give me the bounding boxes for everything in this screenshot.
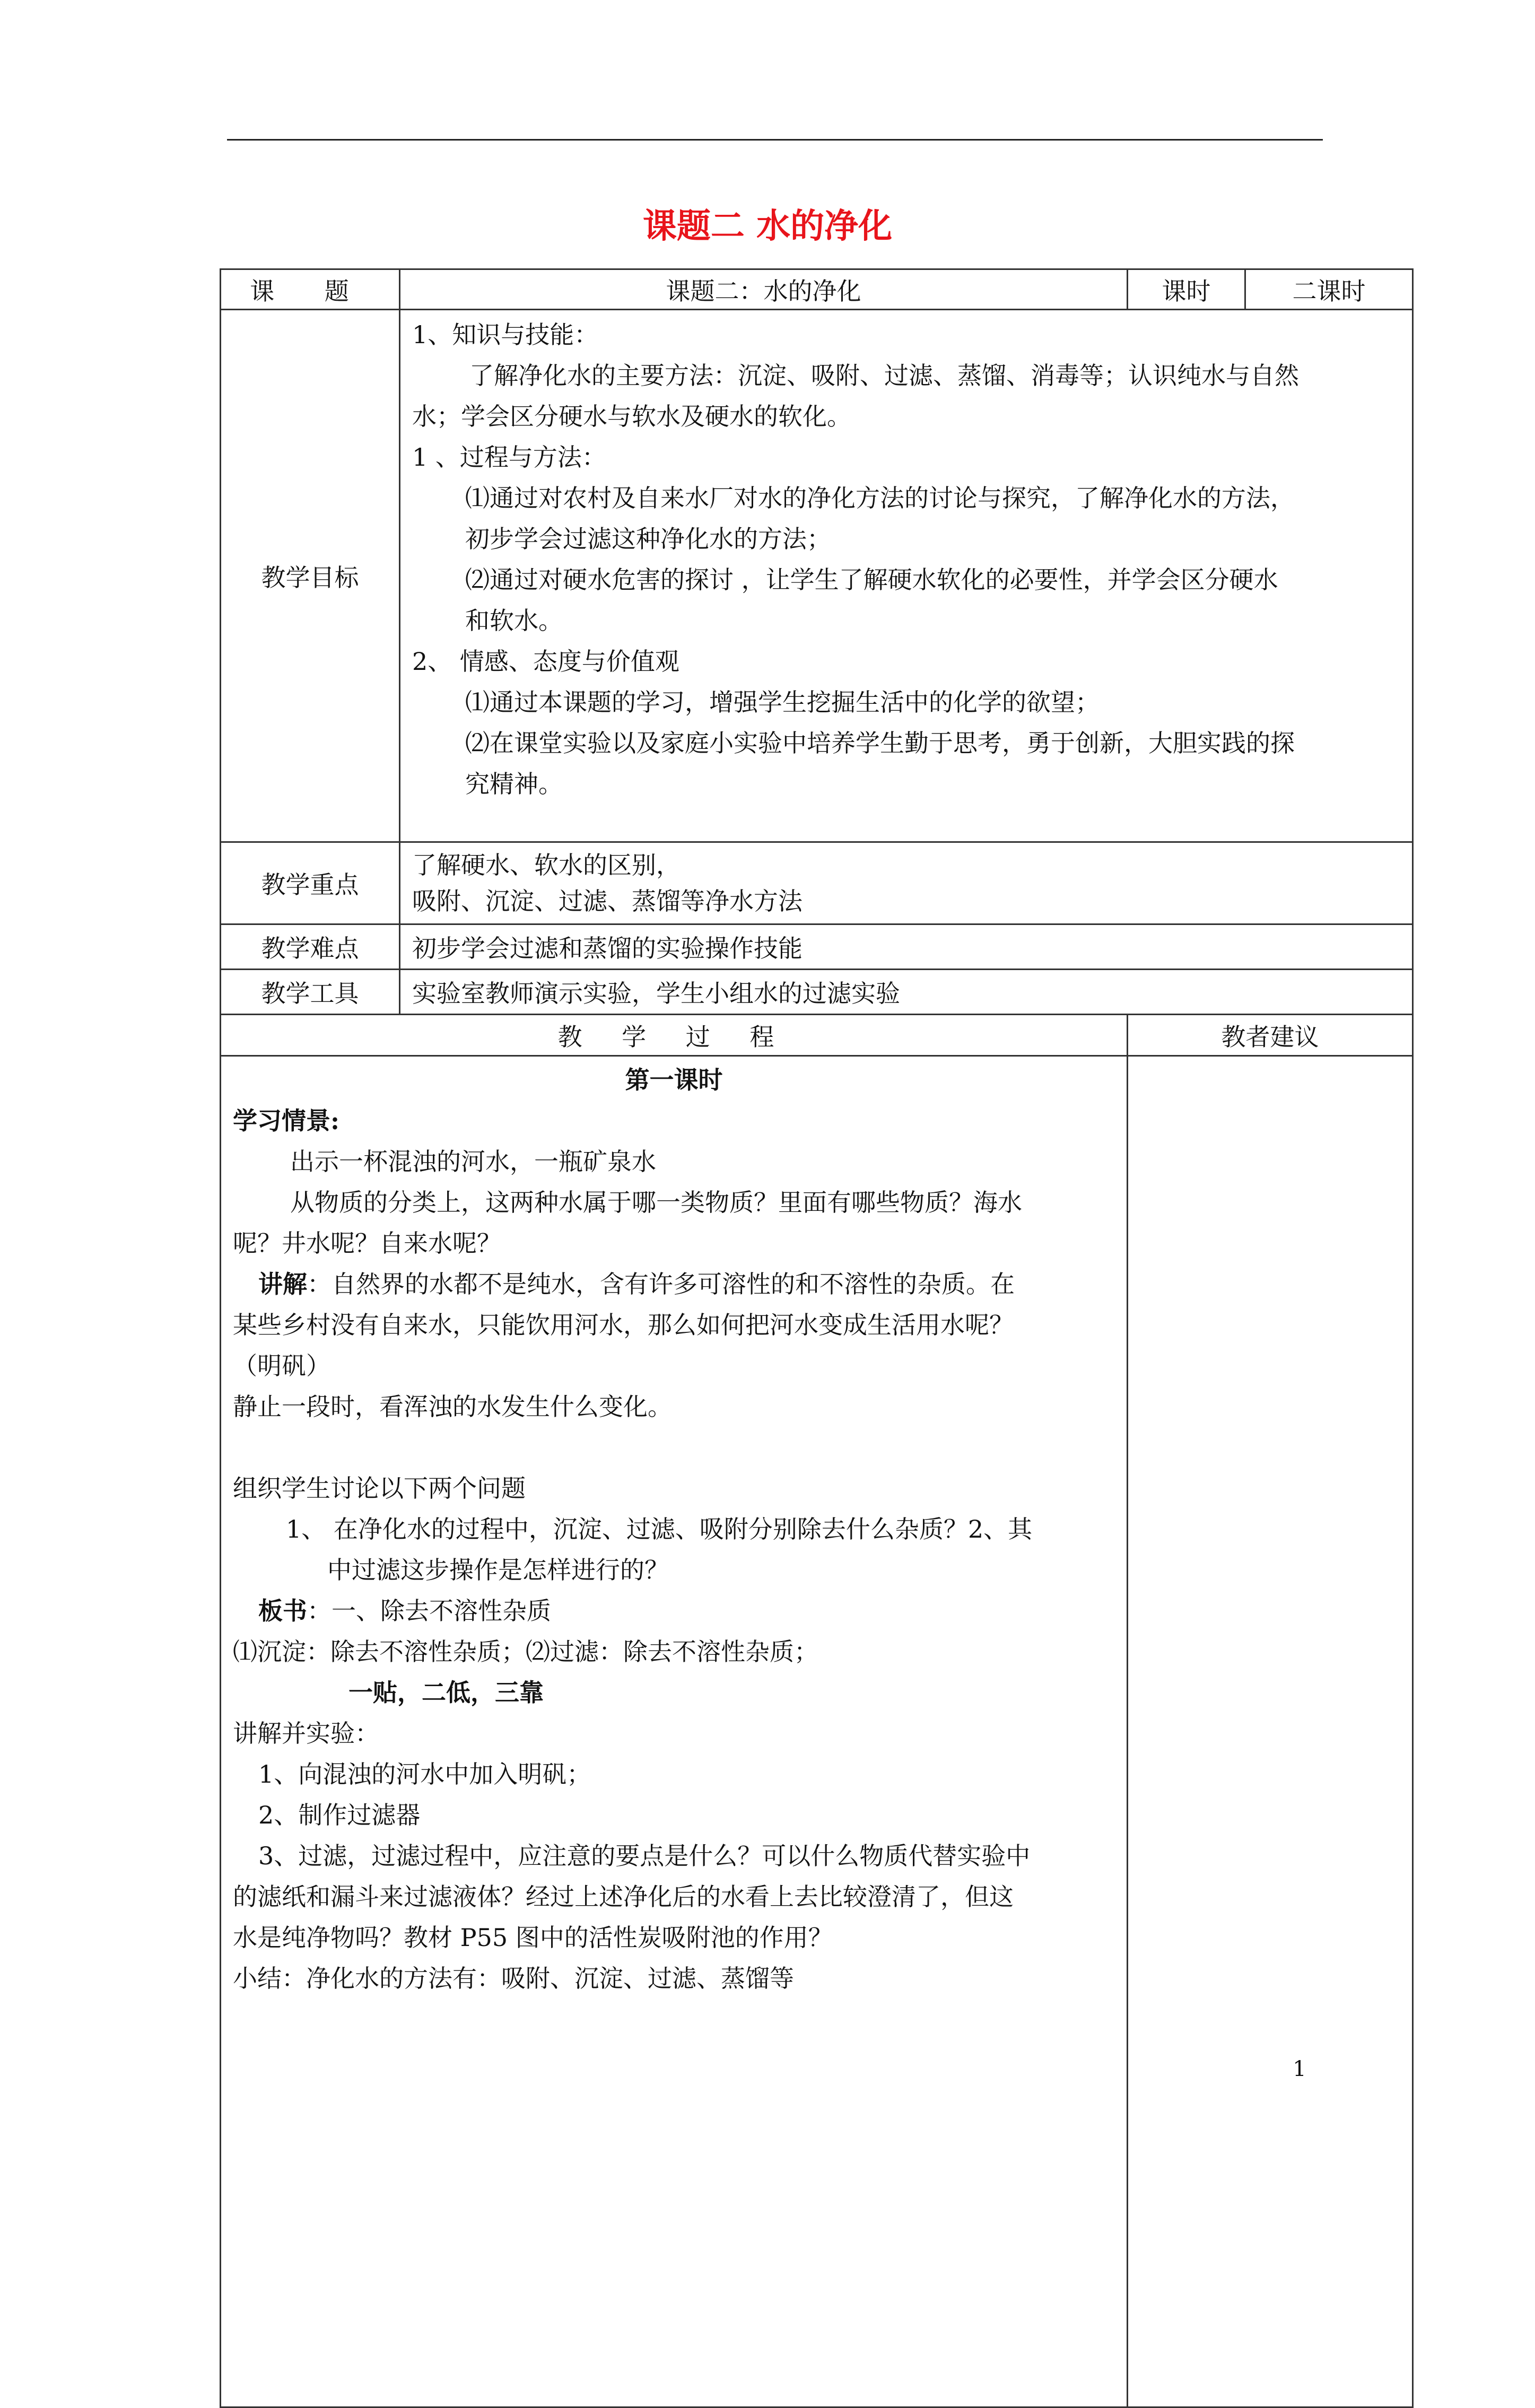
process-line: 呢？井水呢？自来水呢？	[233, 1229, 501, 1258]
process-header: 教 学 过 程	[221, 1015, 1128, 1056]
lesson-title: 第一课时	[625, 1066, 723, 1094]
process-line: 1、向混浊的河水中加入明矾；	[258, 1760, 591, 1788]
row-key-points	[221, 842, 1413, 924]
situation-heading: 学习情景:	[233, 1106, 339, 1135]
board-line	[233, 1591, 1115, 1631]
blank-line	[233, 1427, 1115, 1468]
process-line: （明矾）	[233, 1351, 330, 1380]
key-points-label: 教学重点	[221, 842, 400, 924]
process-line: 讲解并实验：	[233, 1719, 379, 1748]
objectives-label: 教学目标	[221, 310, 400, 842]
objectives-line: ⑵在课堂实验以及家庭小实验中培养学生勤于思考，勇于创新，大胆实践的探	[465, 729, 1295, 757]
objectives-line: ⑴通过本课题的学习，增强学生挖掘生活中的化学的欲望；	[465, 688, 1100, 717]
row-topic	[221, 269, 1413, 310]
explain-label: 讲解	[258, 1270, 307, 1298]
row-difficulties	[221, 924, 1413, 970]
hours-value: 二课时	[1245, 269, 1413, 310]
tools-label: 教学工具	[221, 970, 400, 1015]
topic-label: 课 题	[221, 269, 400, 310]
board-label: 板书	[258, 1596, 307, 1625]
objectives-content	[400, 310, 1413, 842]
suggestions-header: 教者建议	[1128, 1015, 1413, 1056]
process-line: 1、 在净化水的过程中，沉淀、过滤、吸附分别除去什么杂质？2、其	[286, 1515, 1033, 1543]
topic-value: 课题二：水的净化	[400, 269, 1128, 310]
objectives-line: ⑵通过对硬水危害的探讨 ，让学生了解硬水软化的必要性，并学会区分硬水	[465, 565, 1278, 594]
process-line: 某些乡村没有自来水，只能饮用河水，那么如何把河水变成生活用水呢？	[233, 1311, 1014, 1339]
objectives-line: 1 、过程与方法：	[412, 443, 606, 472]
board-text: ：一、除去不溶性杂质	[307, 1596, 551, 1625]
process-line: 水是纯净物吗？教材 P55 图中的活性炭吸附池的作用？	[233, 1923, 833, 1952]
page-number: 1	[1293, 2057, 1306, 2081]
key-points-content	[400, 842, 1413, 924]
objectives-line: 初步学会过滤这种净化水的方法；	[465, 525, 831, 553]
process-line: 静止一段时，看浑浊的水发生什么变化。	[233, 1392, 672, 1421]
key-point-line: 吸附、沉淀、过滤、蒸馏等净水方法	[412, 887, 803, 915]
process-line: 3、过滤，过滤过程中，应注意的要点是什么？可以什么物质代替实验中	[258, 1842, 1031, 1870]
objectives-line: 和软水。	[465, 606, 563, 635]
header-rule	[227, 139, 1323, 141]
row-process	[221, 1056, 1413, 2407]
objectives-line: 究精神。	[465, 770, 563, 798]
tools-value: 实验室教师演示实验，学生小组水的过滤实验	[400, 970, 1413, 1015]
difficulties-label: 教学难点	[221, 924, 400, 970]
objectives-line: 水；学会区分硬水与软水及硬水的软化。	[412, 402, 851, 431]
hours-label: 课时	[1128, 269, 1245, 310]
document-title: 课题二 水的净化	[642, 207, 893, 246]
objectives-line: 了解净化水的主要方法：沉淀、吸附、过滤、蒸馏、消毒等；认识纯水与自然	[469, 361, 1299, 390]
process-line: 一贴，二低，三靠	[348, 1678, 544, 1707]
explain-text: ：自然界的水都不是纯水，含有许多可溶性的和不溶性的杂质。在	[307, 1270, 1015, 1298]
process-line: 组织学生讨论以下两个问题	[233, 1474, 526, 1503]
objectives-line: 1、知识与技能：	[412, 320, 599, 349]
process-line: 从物质的分类上，这两种水属于哪一类物质？里面有哪些物质？海水	[290, 1188, 1022, 1217]
suggestions-content	[1128, 1056, 1413, 2407]
process-content	[221, 1056, 1128, 2407]
objectives-line: 2、 情感、态度与价值观	[412, 647, 679, 676]
row-process-header	[221, 1015, 1413, 1056]
explain-line	[233, 1264, 1115, 1305]
objectives-line: ⑴通过对农村及自来水厂对水的净化方法的讨论与探究，了解净化水的方法，	[465, 484, 1295, 512]
row-tools	[221, 970, 1413, 1015]
process-line: 2、制作过滤器	[258, 1801, 421, 1829]
process-line: 小结：净化水的方法有：吸附、沉淀、过滤、蒸馏等	[233, 1964, 794, 1993]
row-objectives	[221, 310, 1413, 842]
key-point-line: 了解硬水、软水的区别，	[412, 851, 681, 879]
process-line: 出示一杯混浊的河水，一瓶矿泉水	[290, 1147, 656, 1176]
lesson-plan-table	[220, 268, 1414, 2408]
process-line: ⑴沉淀：除去不溶性杂质；⑵过滤：除去不溶性杂质；	[233, 1637, 818, 1666]
difficulties-value: 初步学会过滤和蒸馏的实验操作技能	[400, 924, 1413, 970]
process-line: 的滤纸和漏斗来过滤液体？经过上述净化后的水看上去比较澄清了，但这	[233, 1882, 1014, 1911]
process-line: 中过滤这步操作是怎样进行的？	[327, 1556, 669, 1584]
